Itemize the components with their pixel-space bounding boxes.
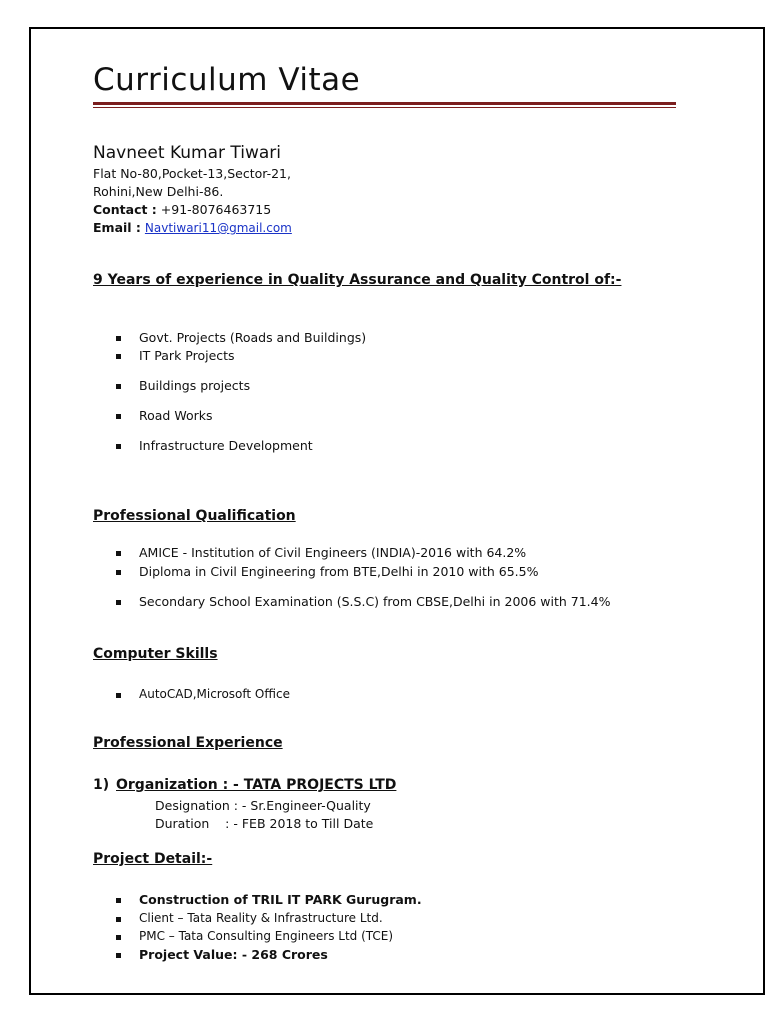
bullet-icon xyxy=(116,898,121,903)
bullet-icon xyxy=(116,354,121,359)
bullet-icon xyxy=(116,953,121,958)
project-detail-heading: Project Detail:- xyxy=(93,851,213,867)
email-line xyxy=(93,220,292,235)
document-title: Curriculum Vitae xyxy=(93,62,361,98)
designation-line: Designation : - Sr.Engineer-Quality xyxy=(155,798,371,813)
bullet-icon xyxy=(116,693,121,698)
bullet-icon xyxy=(116,336,121,341)
email-link[interactable]: Navtiwari11@gmail.com xyxy=(144,221,292,235)
qualification-heading: Professional Qualification xyxy=(93,508,296,524)
contact-label: Contact : xyxy=(93,202,157,217)
contact-phone: +91-8076463715 xyxy=(160,202,272,217)
title-rule-thick xyxy=(93,102,676,105)
organization-title xyxy=(116,777,396,793)
contact-line xyxy=(93,202,271,217)
bullet-icon xyxy=(116,444,121,449)
address-line-2: Rohini,New Delhi-86. xyxy=(93,184,224,199)
bullet-icon xyxy=(116,917,121,922)
bullet-icon xyxy=(116,935,121,940)
bullet-icon xyxy=(116,384,121,389)
title-rule-thin xyxy=(93,107,676,108)
bullet-icon xyxy=(116,414,121,419)
candidate-name: Navneet Kumar Tiwari xyxy=(93,143,282,163)
email-label: Email : xyxy=(93,220,141,235)
address-line-1: Flat No-80,Pocket-13,Sector-21, xyxy=(93,166,291,181)
bullet-icon xyxy=(116,570,121,575)
organization-number: 1) xyxy=(93,777,110,793)
professional-experience-heading: Professional Experience xyxy=(93,735,283,751)
computer-skills-heading: Computer Skills xyxy=(93,646,218,662)
organization-label: Organization : - TATA PROJECTS LTD xyxy=(116,777,397,793)
experience-heading: 9 Years of experience in Quality Assurance and Quality Control of:- xyxy=(93,272,622,288)
duration-line: Duration : - FEB 2018 to Till Date xyxy=(155,816,374,831)
bullet-icon xyxy=(116,551,121,556)
bullet-icon xyxy=(116,600,121,605)
